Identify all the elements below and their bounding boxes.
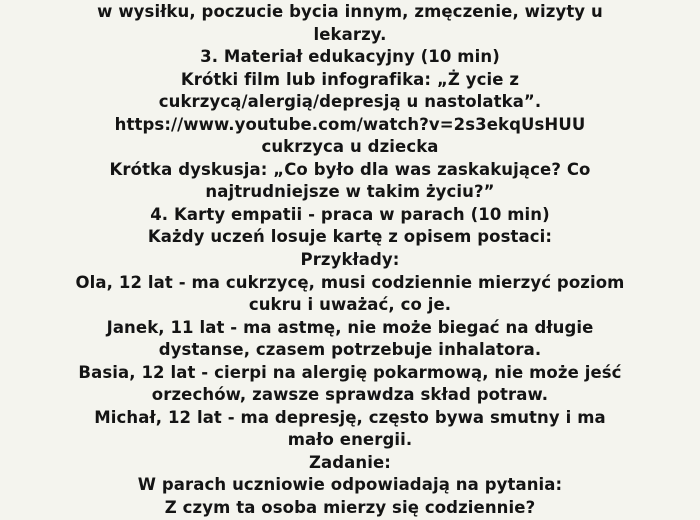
section-heading-karty-empatii: 4. Karty empatii - praca w parach (10 min) [150, 204, 550, 224]
url-text: https://www.youtube.com/watch?v=2s3ekqUsHUU [114, 114, 586, 134]
section-heading-zadanie: Zadanie: [308, 452, 392, 472]
text-line: Krótki film lub infografika: „Ż ycie z [180, 69, 520, 89]
text-line: Michał, 12 lat - ma depresję, często bywa smutny i ma [94, 407, 606, 427]
text-line: cukru i uważać, co je. [248, 295, 452, 315]
text-line: Ola, 12 lat - ma cukrzycę, musi codziennie mierzyć poziom [75, 272, 625, 292]
text-line: Basia, 12 lat - cierpi na alergię pokarmową, nie może jeść [78, 362, 622, 382]
text-line: w wysiłku, poczucie bycia innym, zmęczenie, wizyty u [97, 2, 603, 21]
text-line: Krótka dyskusja: „Co było dla was zaskakujące? Co [109, 159, 591, 179]
text-line: Z czym ta osoba mierzy się codziennie? [164, 498, 536, 518]
text-line: W parach uczniowie odpowiadają na pytania: [137, 475, 563, 495]
text-line: mało energii. [287, 430, 413, 450]
text-line: cukrzyca u dziecka [261, 137, 439, 157]
text-line: Przykłady: [300, 250, 400, 270]
text-line: Każdy uczeń losuje kartę z opisem postaci: [147, 227, 553, 247]
text-line: najtrudniejsze w takim życiu?” [205, 182, 495, 202]
section-heading-material-edukacyjny: 3. Materiał edukacyjny (10 min) [200, 47, 500, 67]
text-line: lekarzy. [313, 24, 387, 44]
text-line: orzechów, zawsze sprawdza skład potraw. [151, 385, 549, 405]
text-line: Janek, 11 lat - ma astmę, nie może biegać na długie [106, 317, 594, 337]
text-line: cukrzycą/alergią/depresją u nastolatka”. [158, 92, 542, 112]
text-line: dystanse, czasem potrzebuje inhalatora. [158, 340, 542, 360]
